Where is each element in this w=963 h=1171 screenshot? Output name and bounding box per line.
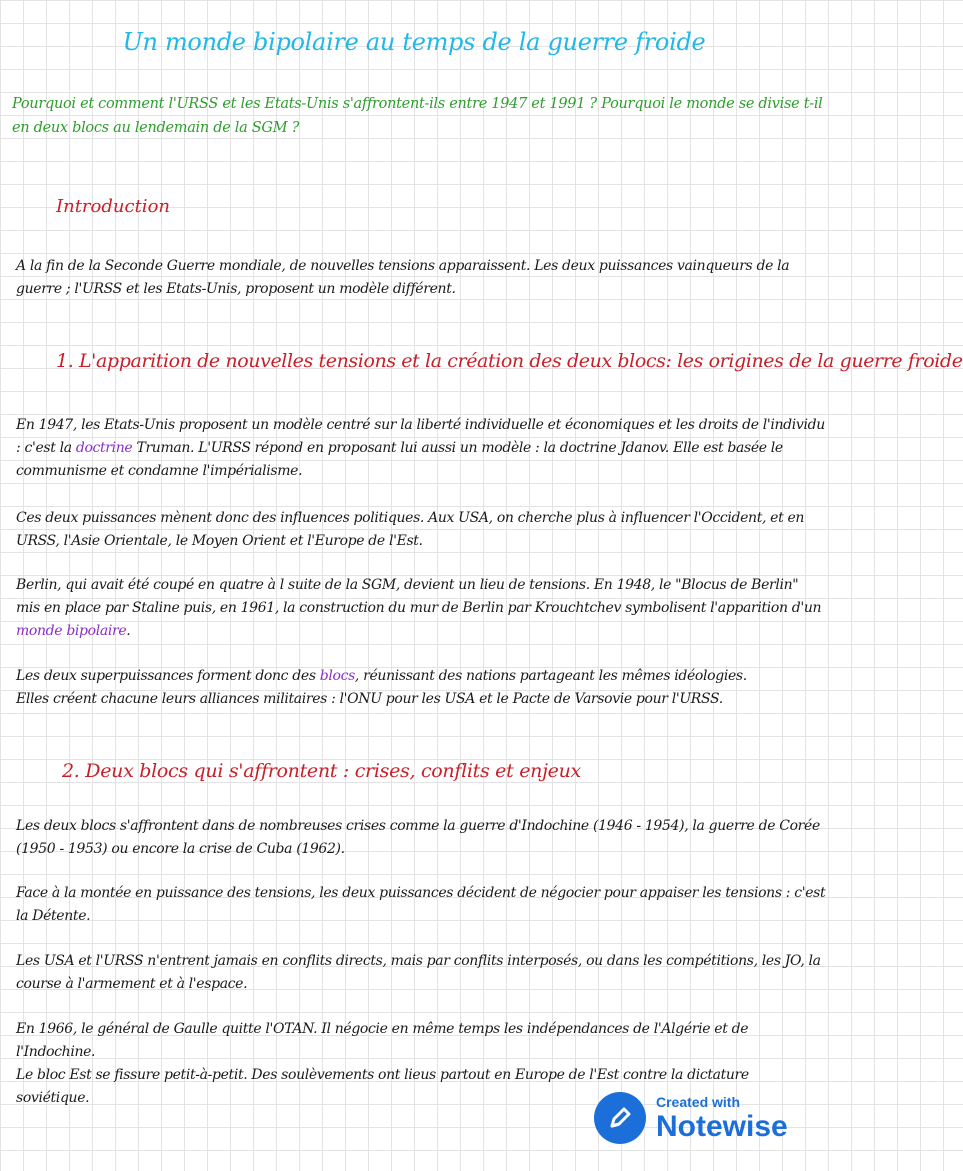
intro-paragraph: A la fin de la Seconde Guerre mondiale, de nouvelles tensions apparaissent. Les deux puissances vainqueurs de la guerre ; l'URSS et les Etats-Unis, proposent un modèle différent. bbox=[16, 258, 790, 297]
section1-p4-text-a: Les deux superpuissances forment donc des bbox=[16, 668, 320, 684]
badge-created-with: Created with bbox=[656, 1093, 741, 1110]
section1-p1-text-a: En 1947, les Etats-Unis proposent un modèle centré sur la liberté individuelle et économiques et les droits de l'individu : c'est la bbox=[16, 417, 825, 456]
section1-p4-text-b: , réunissant des nations partageant les mêmes idéologies. bbox=[354, 668, 747, 684]
term-blocs: blocs bbox=[319, 668, 355, 684]
term-monde-bipolaire: monde bipolaire bbox=[16, 623, 127, 639]
notewise-badge bbox=[594, 1090, 814, 1146]
section2-heading: 2. Deux blocs qui s'affrontent : crises, conflits et enjeux bbox=[62, 760, 581, 782]
section1-paragraph-4 bbox=[16, 665, 826, 711]
section1-p4-line2: Elles créent chacune leurs alliances militaires : l'ONU pour les USA et le Pacte de Varsovie pour l'URSS. bbox=[16, 691, 723, 707]
section1-heading: 1. L'apparition de nouvelles tensions et la création des deux blocs: les origines de la guerre froide bbox=[56, 350, 963, 372]
guiding-question: Pourquoi et comment l'URSS et les Etats-Unis s'affrontent-ils entre 1947 et 1991 ? Pourquoi le monde se divise t-il en deux blocs au lendemain de la SGM ? bbox=[12, 96, 823, 136]
section2-paragraph-3: Les USA et l'URSS n'entrent jamais en conflits directs, mais par conflits interposés, ou dans les compétitions, les JO, la course à l'armement et à l'espace. bbox=[16, 953, 821, 992]
section1-p3-text-a: Berlin, qui avait été coupé en quatre à l suite de la SGM, devient un lieu de tensions. En 1948, le "Blocus de Berlin" mis en place par Staline puis, en 1961, la construction du mur de Berlin par Krouchtchev symbolisent l'apparition d'un bbox=[16, 577, 822, 616]
section1-p3-text-b: . bbox=[126, 623, 131, 639]
section1-paragraph-2: Ces deux puissances mènent donc des influences politiques. Aux USA, on cherche plus à influencer l'Occident, et en URSS, l'Asie Orientale, le Moyen Orient et l'Europe de l'Est. bbox=[16, 510, 805, 549]
pencil-icon bbox=[594, 1092, 646, 1144]
page-title: Un monde bipolaire au temps de la guerre froide bbox=[122, 28, 706, 56]
section1-paragraph-1 bbox=[16, 414, 826, 483]
intro-heading: Introduction bbox=[56, 196, 170, 217]
badge-brand: Notewise bbox=[656, 1109, 788, 1143]
section1-paragraph-3 bbox=[16, 574, 826, 643]
section1-p1-text-b: Truman. L'URSS répond en proposant lui aussi un modèle : la doctrine Jdanov. Elle est basée le communisme et condamne l'impérialisme. bbox=[16, 440, 783, 479]
section2-paragraph-1: Les deux blocs s'affrontent dans de nombreuses crises comme la guerre d'Indochine (1946 - 1954), la guerre de Corée (1950 - 1953) ou encore la crise de Cuba (1962). bbox=[16, 818, 820, 857]
term-doctrine: doctrine bbox=[75, 440, 133, 456]
section2-paragraph-4: En 1966, le général de Gaulle quitte l'OTAN. Il négocie en même temps les indépendances de l'Algérie et de l'Indochine. bbox=[16, 1021, 749, 1060]
section2-paragraph-2: Face à la montée en puissance des tensions, les deux puissances décident de négocier pour appaiser les tensions : c'est la Détente. bbox=[16, 885, 826, 924]
section2-paragraph-5: Le bloc Est se fissure petit-à-petit. Des soulèvements ont lieus partout en Europe de l'Est contre la dictature soviétique. bbox=[16, 1067, 749, 1106]
